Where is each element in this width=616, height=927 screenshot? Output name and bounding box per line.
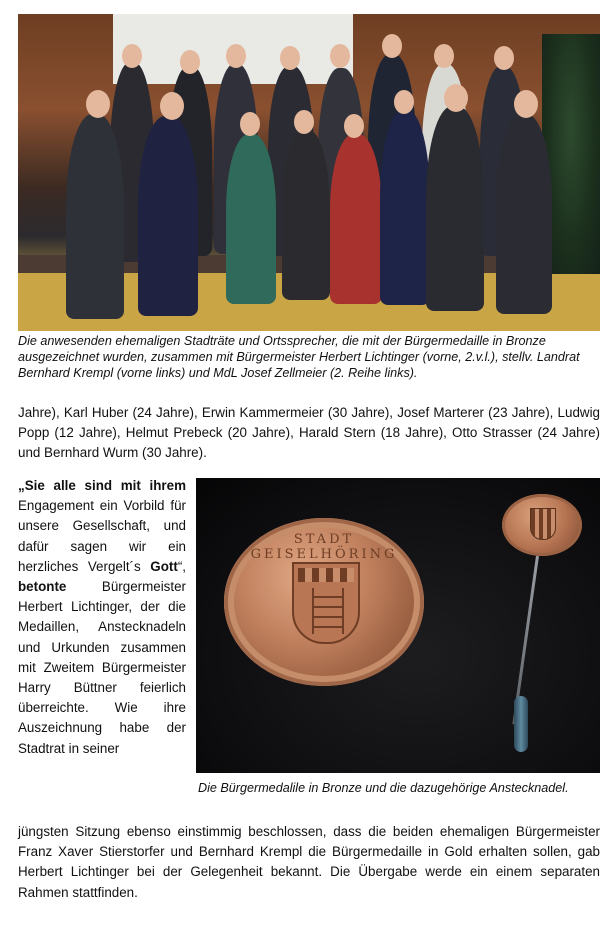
quote-text: Engagement ein Vorbild für unsere Gesellschaft, und dafür sagen wir ein herzliches Vergelt´s <box>18 498 186 574</box>
person-head <box>240 112 260 136</box>
mini-coat-of-arms-icon <box>530 508 556 540</box>
group-photo <box>18 14 600 331</box>
ladder-emblem <box>312 588 344 634</box>
quote-bold-text: „Sie alle sind mit ihrem <box>18 478 186 493</box>
medal-inscription: STADT GEISELHÖRING <box>250 532 398 562</box>
person <box>226 134 276 304</box>
person-head <box>514 90 538 118</box>
person-head <box>294 110 314 134</box>
person <box>330 134 382 304</box>
person <box>138 116 198 316</box>
quote-text-3: Bürgermeister Herbert Lichtinger, der die Medaillen, Anstecknadeln und Urkunden zusammen mit Zweitem Bürgermeister Harry Büttner feierlich überreichte. Wie ihre Auszeichnung habe der Stadtrat in seiner <box>18 579 186 756</box>
person <box>380 110 430 305</box>
person-head <box>160 92 184 120</box>
medal-photo <box>196 478 600 773</box>
coat-of-arms-icon <box>292 562 360 644</box>
person <box>496 114 552 314</box>
person <box>282 130 330 300</box>
person-head <box>122 44 142 68</box>
checkered-band <box>298 568 354 582</box>
names-paragraph: Jahre), Karl Huber (24 Jahre), Erwin Kammermeier (30 Jahre), Josef Marterer (23 Jahre), Ludwig Popp (12 Jahre), Helmut Prebeck (20 Jahre), Harald Stern (18 Jahre), Otto Strasser (24 Jahre) und Bernhard Wurm (30 Jahre). <box>18 405 600 460</box>
person-head <box>86 90 110 118</box>
person <box>426 106 484 311</box>
person-head <box>330 44 350 68</box>
person-head <box>180 50 200 74</box>
person-head <box>444 84 468 112</box>
medal-caption: Die Bürgermedalile in Bronze und die dazugehörige Anstecknadel. <box>198 781 569 795</box>
quote-paragraph <box>18 476 186 759</box>
person-head <box>280 46 300 70</box>
quote-bold-text-2: Gott <box>150 558 178 574</box>
pin-cap <box>514 696 528 752</box>
person-head <box>344 114 364 138</box>
closing-paragraph: jüngsten Sitzung ebenso einstimmig beschlossen, dass die beiden ehemaligen Bürgermeister Franz Xaver Stierstorfer und Bernhard Krempl die Bürgermedaille in Gold erhalten sollen, gab Herbert Lichtinger bei der Gelegenheit bekannt. Die Übergabe werde ein einem separaten Rahmen stattfinden. <box>18 824 600 900</box>
quote-text-2: “, <box>177 558 186 574</box>
person-head <box>226 44 246 68</box>
quote-bold-text-3: betonte <box>18 579 67 595</box>
person-head <box>382 34 402 58</box>
bronze-medal <box>224 518 424 686</box>
person-head <box>394 90 414 114</box>
person-head <box>434 44 454 68</box>
person-head <box>494 46 514 70</box>
person <box>66 114 124 319</box>
photo-caption: Die anwesenden ehemaligen Stadträte und Ortssprecher, die mit der Bürgermedaille in Bronze ausgezeichnet wurden, zusammen mit Bürgermeister Herbert Lichtinger (vorne, 2.v.l.), stellv. Landrat Bernhard Krempl (vorne links) und MdL Josef Zellmeier (2. Reihe links). <box>18 334 580 380</box>
lapel-pin <box>502 494 582 556</box>
